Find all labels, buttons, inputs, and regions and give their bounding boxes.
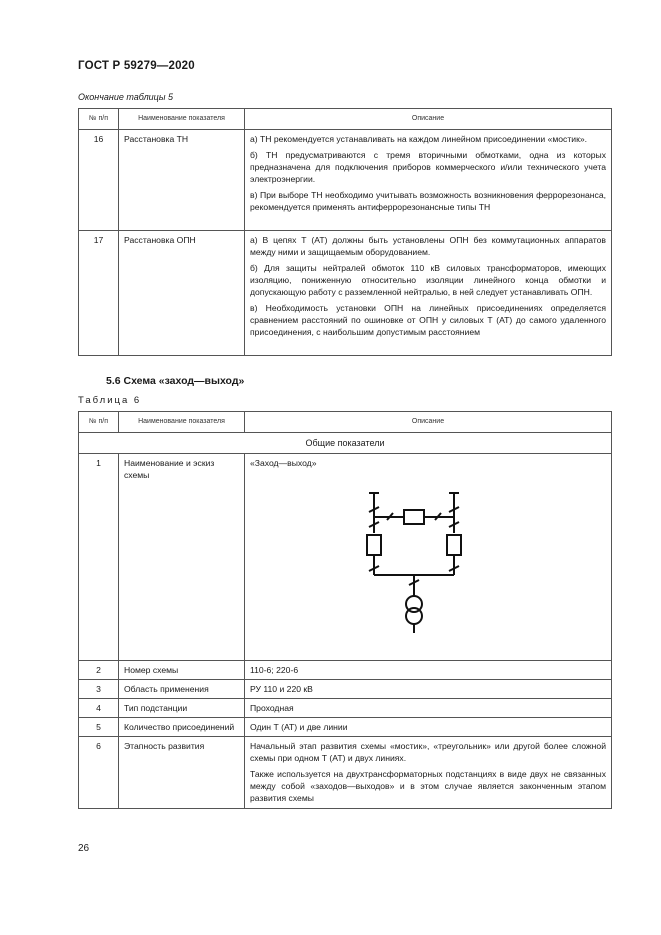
desc-paragraph: в) При выборе ТН необходимо учитывать возможность возникновения феррорезонанса, рекомендуется применять антиферрорезонансные типы ТН bbox=[250, 190, 606, 212]
desc-paragraph: а) В цепях Т (АТ) должны быть установлены ОПН без коммутационных аппаратов между ними и защищаемым оборудованием. bbox=[250, 235, 606, 257]
table-row bbox=[79, 661, 612, 680]
row-num: 17 bbox=[79, 231, 119, 356]
row-desc: 110-6; 220-6 bbox=[245, 661, 612, 680]
scheme-transformer-winding bbox=[406, 608, 422, 624]
desc-paragraph: Начальный этап развития схемы «мостик», «треугольник» или другой более сложной схемы при одном Т (АТ) и двух линиях. bbox=[250, 741, 606, 763]
table-5 bbox=[78, 108, 612, 356]
row-desc bbox=[245, 231, 612, 356]
table-row bbox=[79, 699, 612, 718]
desc-paragraph: а) ТН рекомендуется устанавливать на каждом линейном присоединении «мостик». bbox=[250, 134, 588, 144]
table-6-label bbox=[78, 395, 139, 406]
row-name: Тип подстанции bbox=[119, 699, 245, 718]
table-6 bbox=[78, 411, 612, 809]
row-name: Область применения bbox=[119, 680, 245, 699]
row-num: 1 bbox=[79, 454, 119, 661]
table-row bbox=[79, 231, 612, 356]
row-name: Расстановка ОПН bbox=[119, 231, 245, 356]
row-desc bbox=[245, 454, 612, 661]
row-num: 3 bbox=[79, 680, 119, 699]
row-num: 4 bbox=[79, 699, 119, 718]
scheme-name: «Заход—выход» bbox=[250, 458, 317, 468]
general-header-row bbox=[79, 433, 612, 454]
desc-paragraph: в) Необходимость установки ОПН на линейных присоединениях определяется сравнением расстояний по ошиновке от ОПН у силовых Т (АТ) до самого удаленного присоединения, с наибольшим допустимым расстоянием bbox=[250, 303, 606, 337]
col-header-num: № п/п bbox=[79, 109, 119, 130]
row-desc bbox=[245, 130, 612, 231]
table-row bbox=[79, 737, 612, 809]
row-desc: Проходная bbox=[245, 699, 612, 718]
col-header-desc: Описание bbox=[245, 109, 612, 130]
col-header-name: Наименование показателя bbox=[119, 109, 245, 130]
col-header-desc: Описание bbox=[245, 412, 612, 433]
page-number: 26 bbox=[78, 843, 90, 854]
row-name: Этапность развития bbox=[119, 737, 245, 809]
desc-paragraph: б) Для защиты нейтралей обмоток 110 кВ силовых трансформаторов, имеющих изоляцию, пониженную относительно изоляции линейного конца обмотки и допускающую работу с разземленной нейтралью, в ней следует устанавливать ОПН. bbox=[250, 263, 606, 297]
row-name: Расстановка ТН bbox=[119, 130, 245, 231]
desc-paragraph: Также используется на двухтрансформаторных подстанциях в виде двух не связанных между собой «заходов—выходов» и в этом случае является законченным этапом развития схемы bbox=[250, 769, 606, 803]
row-num: 16 bbox=[79, 130, 119, 231]
scheme-bridge-breaker bbox=[404, 510, 424, 524]
table-label-number: 6 bbox=[133, 395, 140, 406]
col-header-num: № п/п bbox=[79, 412, 119, 433]
row-num: 5 bbox=[79, 718, 119, 737]
table-row bbox=[79, 718, 612, 737]
row-num: 6 bbox=[79, 737, 119, 809]
table-header-row bbox=[79, 412, 612, 433]
general-header: Общие показатели bbox=[79, 433, 612, 454]
table-row bbox=[79, 454, 612, 661]
table-row bbox=[79, 680, 612, 699]
section-title: 5.6 Схема «заход—выход» bbox=[106, 375, 245, 387]
table-label-word: Таблица bbox=[78, 395, 130, 406]
table-continuation-label: Окончание таблицы 5 bbox=[78, 92, 173, 102]
row-name: Наименование и эскиз схемы bbox=[119, 454, 245, 661]
row-desc: РУ 110 и 220 кВ bbox=[245, 680, 612, 699]
scheme-breaker-left bbox=[367, 535, 381, 555]
scheme-breaker-right bbox=[447, 535, 461, 555]
document-code: ГОСТ Р 59279—2020 bbox=[78, 60, 195, 72]
table-header-row bbox=[79, 109, 612, 130]
row-name: Количество присоединений bbox=[119, 718, 245, 737]
row-num: 2 bbox=[79, 661, 119, 680]
desc-paragraph: б) ТН предусматриваются с тремя вторичными обмотками, одна из которых предназначена для подключения приборов коммерческого и/или технического учета электроэнергии. bbox=[250, 150, 606, 184]
row-desc bbox=[245, 737, 612, 809]
table-row bbox=[79, 130, 612, 231]
col-header-name: Наименование показателя bbox=[119, 412, 245, 433]
row-name: Номер схемы bbox=[119, 661, 245, 680]
scheme-diagram bbox=[349, 487, 479, 637]
row-desc: Один Т (АТ) и две линии bbox=[245, 718, 612, 737]
